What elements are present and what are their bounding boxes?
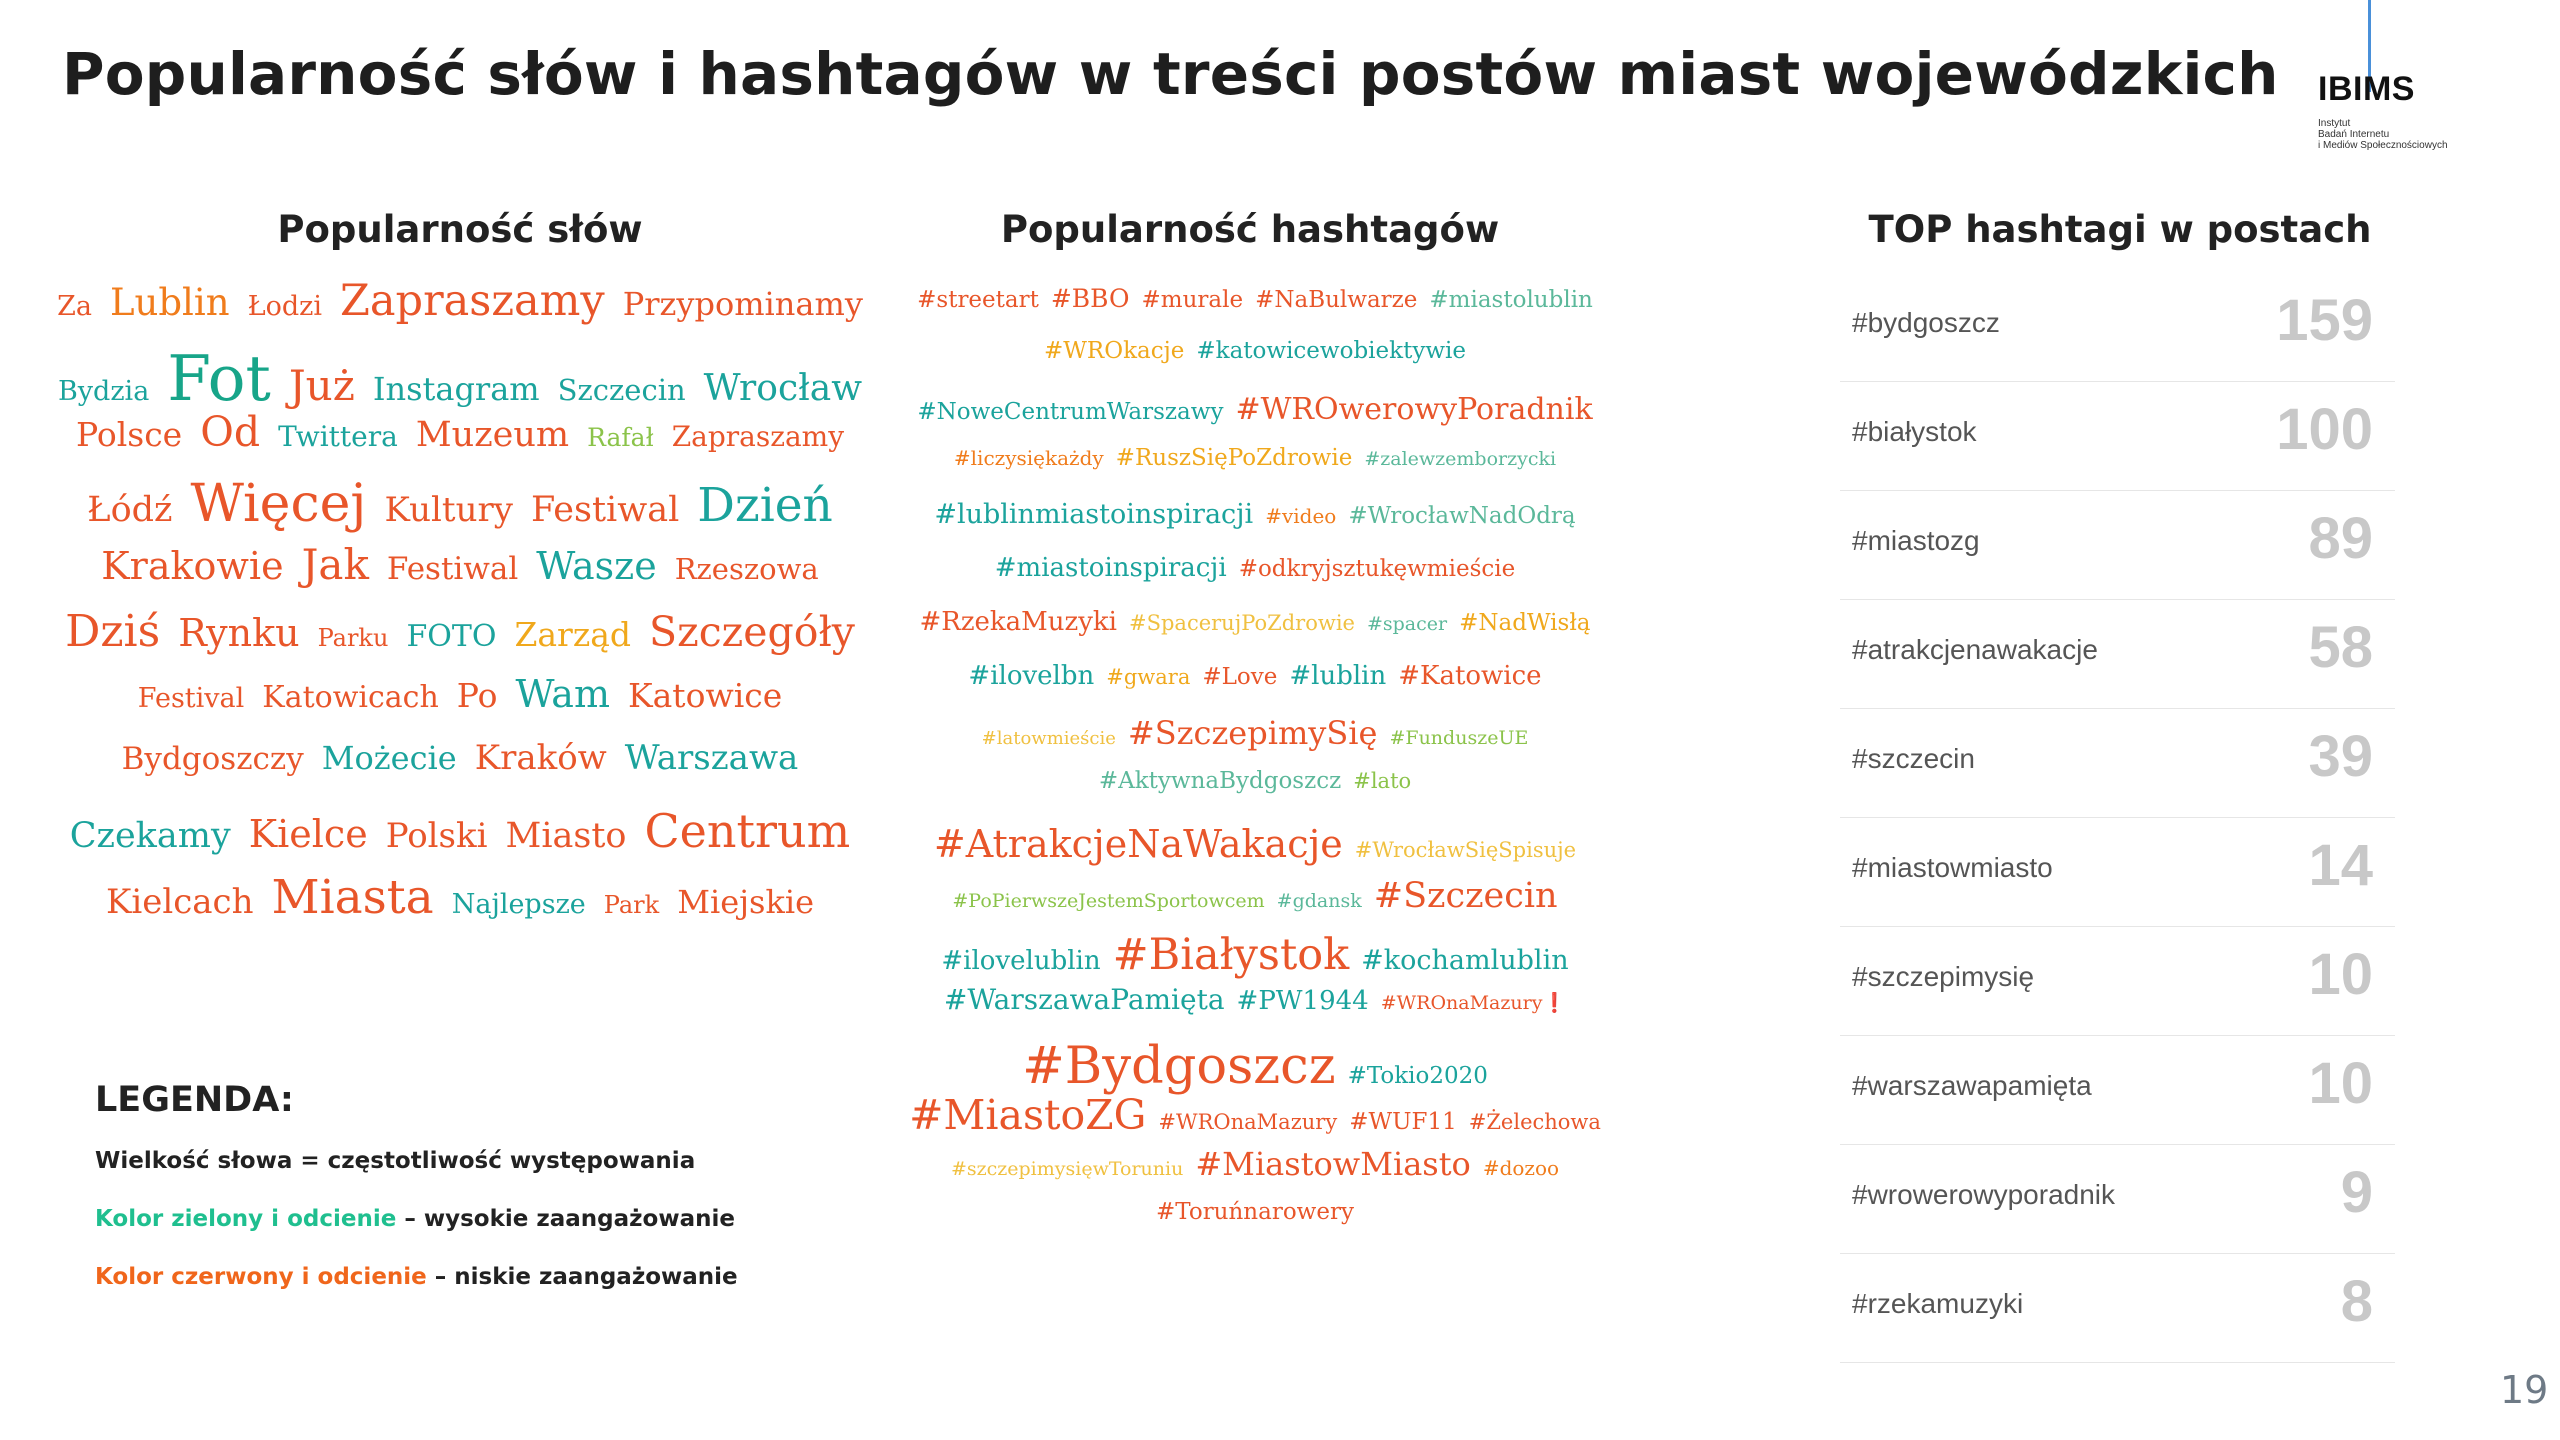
cloud-line [905,661,1605,715]
top-hashtag-row [1840,709,2395,818]
legend-green-label: Kolor zielony i odcienie [95,1206,397,1232]
cloud-word: Kielcach [105,882,254,922]
cloud-line [70,804,850,870]
cloud-word: Za [57,291,92,322]
cloud-line [905,338,1605,392]
cloud-hashtag: #lublinmiastoinspiracji [934,499,1254,531]
top-hashtag-row [1840,1036,2395,1145]
cloud-word: Szczecin [557,373,686,407]
cloud-word: Polski [385,816,488,856]
cloud-word: Lublin [109,281,230,324]
cloud-hashtag: #gdansk [1276,889,1362,912]
cloud-hashtag: #MiastoZG [909,1090,1147,1139]
cloud-word: Zapraszamy [671,420,845,453]
cloud-hashtag: #odkryjsztukęwmieście [1238,555,1516,582]
cloud-word: Przypominamy [622,285,863,323]
cloud-word: Możecie [321,739,457,777]
cloud-line [905,392,1605,446]
cloud-word: Miasta [271,870,434,925]
cloud-hashtag: #dozoo [1482,1155,1560,1180]
legend-size-row [95,1148,738,1206]
cloud-word: Najlepsze [451,889,586,920]
cloud-line [70,474,850,540]
cloud-line [57,276,863,342]
cloud-word: Rafał [587,423,654,452]
cloud-word: Festiwal [386,551,519,587]
top-hashtag-row [1840,491,2395,600]
cloud-hashtag: #kochamlublin [1361,944,1569,976]
cloud-word: Jak [301,540,369,589]
cloud-line [905,983,1605,1037]
cloud-word: Kielce [248,812,368,856]
cloud-word: Twittera [278,420,398,453]
cloud-word: Wasze [536,544,657,588]
cloud-line [905,499,1605,553]
cloud-hashtag: #miastoinspiracji [994,552,1227,583]
cloud-hashtag: #RuszSięPoZdrowie [1115,445,1353,472]
legend-title: LEGENDA: [95,1080,294,1120]
cloud-hashtag: #WROnaMazury [1158,1109,1338,1134]
cloud-line [905,714,1605,768]
cloud-word: Katowice [627,676,783,715]
cloud-hashtag: #video [1265,504,1337,529]
cloud-line [905,876,1605,930]
cloud-hashtag: #AktywnaBydgoszcz [1098,768,1342,795]
page-title: Popularność słów i hashtagów w treści postów miast wojewódzkich [62,40,2279,108]
cloud-hashtag: #WrocławNadOdrą [1348,503,1576,530]
cloud-hashtag: #spacer [1366,612,1448,635]
cloud-hashtag: #PW1944 [1236,986,1369,1017]
cloud-word: Miejskie [677,883,815,921]
cloud-line [905,1091,1605,1145]
top-hashtag-name: #rzekamuzyki [1852,1288,2024,1319]
cloud-hashtag: #PoPierwszeJestemSportowcem [952,889,1265,912]
cloud-hashtag: #latowmieście [981,728,1116,750]
cloud-hashtag: #FunduszeUE [1389,727,1529,750]
cloud-word: Centrum [644,804,851,858]
cloud-line [905,445,1605,499]
cloud-hashtag: #WrocławSięSpisuje [1354,837,1577,862]
cloud-hashtag: #Love [1202,663,1278,690]
cloud-hashtag: #BBO [1050,284,1130,313]
cloud-word: Bydzia [57,376,150,407]
top-hashtag-name: #szczecin [1852,743,1975,774]
top-hashtag-count: 9 [2340,1160,2373,1225]
cloud-line [905,768,1605,822]
top-hashtag-row [1840,818,2395,927]
cloud-word: Rynku [178,611,300,655]
top-hashtag-count: 89 [2308,506,2373,571]
cloud-word: Katowicach [262,680,439,715]
top-hashtag-count: 100 [2276,397,2373,462]
cloud-word: Parku [317,624,389,652]
cloud-word: Fot [167,342,271,415]
top-hashtag-row [1840,1254,2395,1363]
hashtag-cloud [905,284,1605,1252]
top-hashtag-name: #warszawapamięta [1852,1070,2092,1101]
cloud-hashtag: #WROnaMazury❗ [1380,992,1567,1015]
legend-red-row [95,1264,738,1322]
cloud-word: Bydgoszczy [121,741,304,777]
ibims-logo [2318,0,2518,170]
top-hashtag-name: #miastozg [1852,525,1980,556]
top-hashtag-count: 8 [2340,1269,2373,1334]
cloud-word: Dzień [697,478,833,533]
cloud-line [70,870,850,936]
cloud-line [905,1145,1605,1199]
top-hashtag-name: #bydgoszcz [1852,307,2000,338]
logo-name: IBIMS [2318,70,2415,108]
top-hashtag-row [1840,600,2395,709]
cloud-word: Dziś [65,606,161,657]
cloud-hashtag: #Białystok [1112,929,1350,980]
cloud-word: FOTO [406,619,497,654]
legend [95,1080,738,1322]
word-cloud [57,276,863,936]
cloud-word: Wam [515,672,610,716]
cloud-hashtag: #WUF11 [1349,1108,1457,1135]
cloud-word: Wrocław [703,368,863,409]
cloud-hashtag: #WROwerowyPoradnik [1235,391,1593,427]
cloud-word: Rzeszowa [674,552,819,586]
cloud-hashtag: #zalewzemborzycki [1364,448,1557,471]
top-hashtag-row [1840,382,2395,491]
cloud-hashtag: #Żelechowa [1468,1109,1601,1134]
cloud-word: Instagram [372,370,540,408]
cloud-hashtag: #Toruńnarowery [1156,1198,1354,1225]
cloud-hashtag: #AtrakcjeNaWakacje [933,821,1343,866]
legend-red-text: – niskie zaangażowanie [426,1264,738,1290]
cloud-word: Warszawa [624,738,799,778]
top-hashtag-name: #szczepimysię [1852,961,2035,992]
cloud-hashtag: #lublin [1289,660,1387,691]
cloud-hashtag: #lato [1353,769,1412,794]
top-hashtag-name: #atrakcjenawakacje [1852,634,2098,665]
cloud-hashtag: #streetart [917,287,1039,313]
cloud-line [70,408,850,474]
cloud-word: Muzeum [415,415,570,455]
top-hashtag-count: 10 [2308,1051,2373,1116]
cloud-word: Zarząd [514,615,632,654]
cloud-word: Czekamy [69,816,231,856]
cloud-hashtag: #SzczepimySię [1127,714,1378,753]
cloud-word: Park [603,891,660,919]
legend-green-row [95,1206,738,1264]
top-hashtag-name: #wrowerowyporadnik [1852,1179,2116,1210]
cloud-word: Łodzi [247,291,323,322]
cloud-word: Po [456,676,498,715]
cloud-word: Kultury [384,490,513,530]
cloud-hashtag: #WarszawaPamięta [943,983,1225,1017]
cloud-hashtag: #NoweCentrumWarszawy [917,398,1224,425]
legend-red-label: Kolor czerwony i odcienie [95,1264,427,1290]
cloud-word: Od [200,408,261,456]
top-hashtag-count: 10 [2308,942,2373,1007]
cloud-hashtag: #Katowice [1398,660,1542,691]
cloud-hashtag: #katowicewobiektywie [1196,337,1466,364]
top-hashtags-heading: TOP hashtagi w postach [1868,208,2372,251]
cloud-word: Krakowie [101,544,284,588]
cloud-hashtag: #ilovelublin [941,945,1101,976]
cloud-line [905,1037,1605,1097]
cloud-word: Kraków [474,738,607,778]
cloud-line [905,930,1605,984]
cloud-hashtag: #ilovelbn [968,660,1095,691]
cloud-line [905,553,1605,607]
cloud-hashtag: #Tokio2020 [1347,1063,1488,1090]
top-hashtags-table [1840,273,2395,1363]
cloud-line [905,822,1605,876]
cloud-line [905,284,1605,338]
logo-subtitle [2318,118,2448,151]
top-hashtag-count: 159 [2276,288,2373,353]
top-hashtag-row [1840,927,2395,1036]
top-hashtag-count: 58 [2308,615,2373,680]
cloud-word: Łódź [87,490,173,530]
legend-size-text: Wielkość słowa = częstotliwość występowania [95,1148,696,1174]
top-hashtag-count: 14 [2308,833,2373,898]
hashtags-heading: Popularność hashtagów [1000,208,1500,251]
cloud-line [65,606,855,672]
top-hashtag-row [1840,273,2395,382]
cloud-word: Szczegóły [649,608,855,656]
cloud-line [70,672,850,738]
cloud-hashtag: #murale [1141,287,1244,313]
top-hashtag-count: 39 [2308,724,2373,789]
logo-sub-line: Badań Internetu [2318,129,2390,140]
cloud-line [70,738,850,804]
logo-sub-line: i Mediów Społecznościowych [2318,140,2448,151]
cloud-line [70,540,850,606]
cloud-line [905,1199,1605,1253]
cloud-hashtag: #WROkacje [1044,337,1185,364]
cloud-hashtag: #liczysiękażdy [953,446,1104,471]
cloud-word: Festival [137,683,245,714]
cloud-hashtag: #MiastowMiasto [1195,1144,1471,1183]
words-heading: Popularność słów [277,208,643,251]
cloud-hashtag: #RzekaMuzyki [919,606,1117,637]
cloud-hashtag: #NaBulwarze [1255,287,1418,313]
cloud-hashtag: #Szczecin [1373,875,1558,916]
cloud-word: Zapraszamy [340,276,605,326]
cloud-word: Więcej [190,474,367,534]
top-hashtag-name: #miastowmiasto [1852,852,2053,883]
cloud-word: Miasto [505,816,627,856]
logo-sub-line: Instytut [2318,118,2351,129]
legend-green-text: – wysokie zaangażowanie [396,1206,735,1232]
cloud-hashtag: #NadWisłą [1459,609,1591,636]
top-hashtag-row [1840,1145,2395,1254]
cloud-hashtag: #szczepimysięwToruniu [950,1157,1184,1180]
cloud-hashtag: #Bydgoszcz [1022,1037,1336,1097]
cloud-hashtag: #gwara [1106,664,1191,689]
cloud-hashtag: #miastolublin [1429,287,1593,313]
top-hashtag-name: #białystok [1852,416,1977,447]
cloud-line [57,342,863,415]
cloud-hashtag: #SpacerujPoZdrowie [1129,610,1355,635]
cloud-word: Już [288,361,355,410]
page-number: 19 [2500,1368,2549,1412]
cloud-word: Polsce [75,415,183,454]
cloud-word: Festiwal [530,490,680,530]
cloud-line [905,607,1605,661]
